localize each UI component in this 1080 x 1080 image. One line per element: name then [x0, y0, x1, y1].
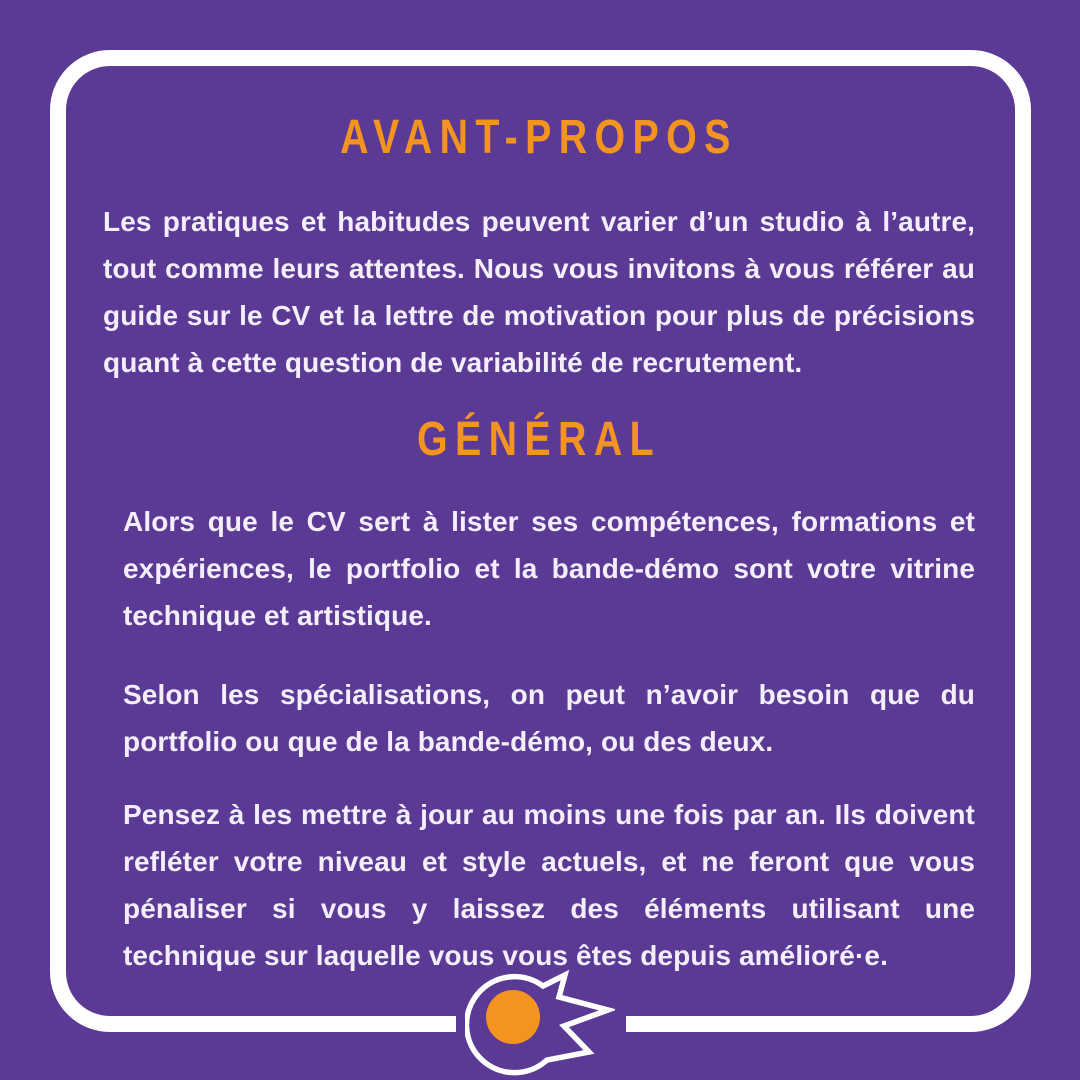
paragraph-general-2: Selon les spécialisations, on peut n’avoir besoin que du portfolio ou que de la bande-démo, ou des deux.	[123, 679, 975, 757]
content-card	[50, 50, 1031, 1032]
comet-core-circle	[486, 990, 540, 1044]
comet-icon	[465, 966, 615, 1078]
section-general	[103, 414, 975, 979]
paragraph-general-3: Pensez à les mettre à jour au moins une fois par an. Ils doivent refléter votre niveau et style actuels, et ne feront que vous pénaliser si vous y laissez des éléments utilisant une technique sur laquelle vous vous êtes depuis amélioré·e.	[123, 799, 975, 971]
paragraph-general-1: Alors que le CV sert à lister ses compétences, formations et expériences, le portfolio et la bande-démo sont votre vitrine technique et artistique.	[123, 506, 975, 631]
section-title-avant-propos: AVANT-PROPOS	[340, 111, 738, 164]
paragraph-intro: Les pratiques et habitudes peuvent varier d’un studio à l’autre, tout comme leurs attentes. Nous vous invitons à vous référer au guide sur le CV et la lettre de motivation pour plus de précisions quant à cette question de variabilité de recrutement.	[103, 206, 975, 378]
section-title-general: GÉNÉRAL	[416, 413, 662, 466]
section-avant-propos	[103, 112, 975, 386]
card-content	[66, 66, 1015, 979]
